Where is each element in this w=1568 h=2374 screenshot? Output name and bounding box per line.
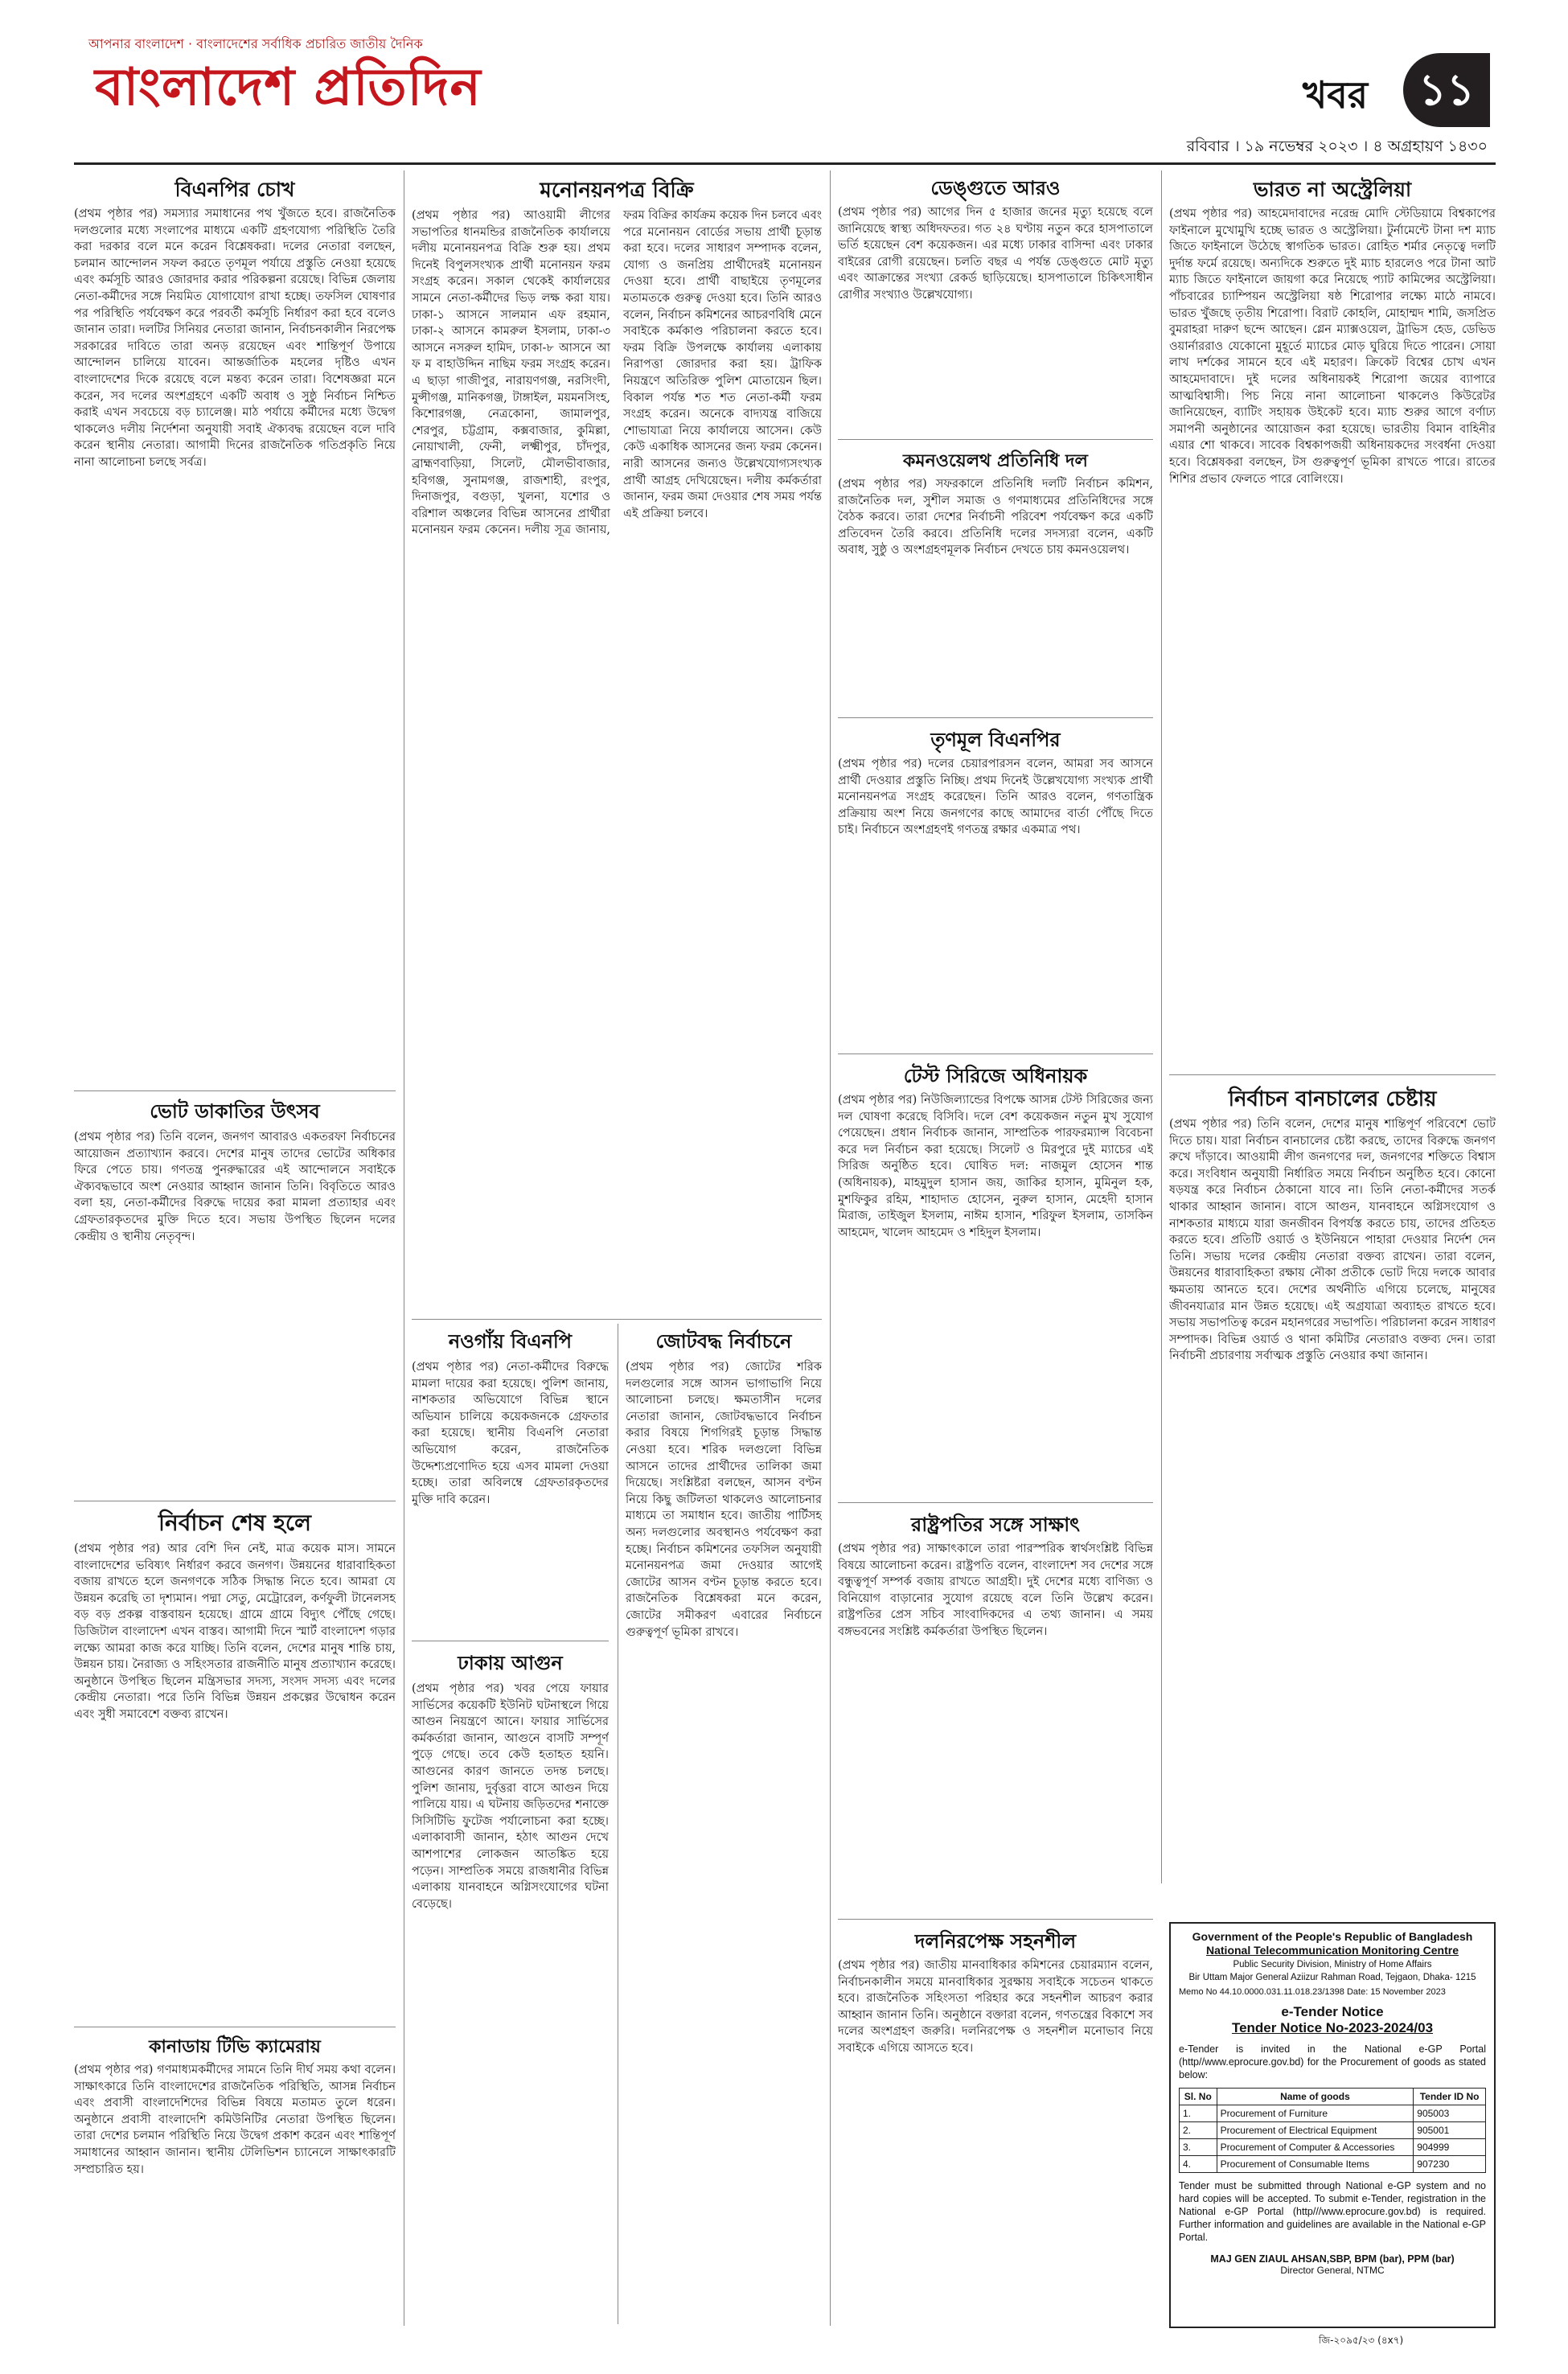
article-body: (প্রথম পৃষ্ঠার পর) সমস্যার সমাধানের পথ খুঁজতে হবে। রাজনৈতিক দলগুলোর মধ্যে সংলাপের মাধ্যমে একটি গ্রহণযোগ্য পরিস্থিতি তৈরি করা দরকার বলে মনে করেন বিশ্লেষকরা। দলের নেতারা বলছেন, চলমান আন্দোলন সফল করতে তৃণমূল পর্যায়ে প্রস্তুতি নেওয়া হয়েছে এবং কর্মসূচি আরও জোরদার করার পরিকল্পনা রয়েছে। বিভিন্ন জেলায় নেতা-কর্মীদের সঙ্গে নিয়মিত যোগাযোগ রাখা হচ্ছে। তফসিল ঘোষণার পর পরিস্থিতি পর্যবেক্ষণ করে পরবর্তী কর্মসূচি নির্ধারণ করা হবে বলেও জানান তারা। দলটির সিনিয়র নেতারা জানান, নির্বাচনকালীন নিরপেক্ষ সরকারের দাবিতে তারা অনড় রয়েছেন এবং শান্তিপূর্ণ উপায়ে আন্দোলন চালিয়ে যাবেন। আন্তর্জাতিক মহলের দৃষ্টিও এখন বাংলাদেশের দিকে রয়েছে বলে মন্তব্য করেন তারা। বিশেষজ্ঞরা মনে করেন, সব দলের অংশগ্রহণে একটি অবাধ ও সুষ্ঠু নির্বাচন নিশ্চিত করাই এখন সবচেয়ে বড় চ্যালেঞ্জ। মাঠ পর্যায়ে কর্মীদের মধ্যে উদ্বেগ থাকলেও দলীয় নির্দেশনা অনুযায়ী সবাই ঐক্যবদ্ধ রয়েছেন বলে দাবি করেন স্থানীয় নেতারা। আগামী দিনের রাজনৈতিক গতিপ্রকৃতি নিয়ে নানা আলোচনা চলছে সর্বত্র।	[74, 207, 396, 469]
table-row	[1180, 2156, 1486, 2173]
headline-nirbachon-bancha: নির্বাচন বানচালের চেষ্টায়	[1228, 1087, 1437, 1111]
cell-goods: Procurement of Consumable Items	[1217, 2156, 1414, 2173]
cell-sl: 4.	[1180, 2156, 1217, 2173]
cell-goods: Procurement of Furniture	[1217, 2105, 1414, 2122]
tender-org-line2	[1179, 1944, 1486, 1957]
article-dhakay-agun	[412, 1681, 609, 2324]
dateline: রবিবার । ১৯ নভেম্বর ২০২৩ । ৪ অগ্রহায়ণ ১৪৩০	[1186, 138, 1488, 155]
headline-vote-dakati: ভোট ডাকাতির উৎসব	[150, 1100, 320, 1123]
cell-id: 905001	[1414, 2122, 1486, 2139]
headline-dengue: ডেঙ্গুতে আরও	[930, 177, 1061, 199]
headline-commonwealth: কমনওয়েলথ প্রতিনিধি দল	[903, 451, 1088, 471]
table-row	[1180, 2139, 1486, 2156]
tender-table-header	[1180, 2089, 1486, 2105]
cell-id: 905003	[1414, 2105, 1486, 2122]
page-number-badge: ১১	[1403, 53, 1490, 127]
article-body: (প্রথম পৃষ্ঠার পর) দলের চেয়ারপারসন বলেন, আমরা সব আসনে প্রার্থী দেওয়ার প্রস্তুতি নিচ্ছি। প্রথম দিনেই উল্লেখযোগ্য সংখ্যক প্রার্থী মনোনয়নপত্র সংগ্রহ করেছেন। তিনি আরও বলেন, গণতান্ত্রিক প্রক্রিয়ায় অংশ নিয়ে জনগণের কাছে আমাদের বার্তা পৌঁছে দিতে চাই। নির্বাচনে অংশগ্রহণই গণতন্ত্র রক্ষার একমাত্র পথ।	[838, 758, 1153, 837]
article-body: (প্রথম পৃষ্ঠার পর) সাক্ষাৎকালে তারা পারস্পরিক স্বার্থসংশ্লিষ্ট বিভিন্ন বিষয়ে আলোচনা করেন। রাষ্ট্রপতি বলেন, বাংলাদেশ সব দেশের সঙ্গে বন্ধুত্বপূর্ণ সম্পর্ক বজায় রাখতে আগ্রহী। দুই দেশের মধ্যে বাণিজ্য ও বিনিয়োগ বাড়ানোর সুযোগ রয়েছে বলে তিনি উল্লেখ করেন। রাষ্ট্রপতির প্রেস সচিব সাংবাদিকদের এ তথ্য জানান। এ সময় বঙ্গভবনের সংশ্লিষ্ট কর্মকর্তারা উপস্থিত ছিলেন।	[838, 1542, 1153, 1638]
col-header-goods: Name of goods	[1217, 2089, 1414, 2105]
article-body: (প্রথম পৃষ্ঠার পর) আহমেদাবাদের নরেন্দ্র মোদি স্টেডিয়ামে বিশ্বকাপের ফাইনালে মুখোমুখি হচ্ছে ভারত ও অস্ট্রেলিয়া। টুর্নামেন্টে টানা দশ ম্যাচ জিতে ফাইনালে উঠেছে স্বাগতিক ভারত। রোহিত শর্মার নেতৃত্বে দলটি দুর্দান্ত ফর্মে রয়েছে। অন্যদিকে শুরুতে দুই ম্যাচ হারলেও পরে টানা আট ম্যাচ জিতে ফাইনালে জায়গা করে নিয়েছে প্যাট কামিন্সের অস্ট্রেলিয়া। পাঁচবারের চ্যাম্পিয়ন অস্ট্রেলিয়া ষষ্ঠ শিরোপার লক্ষ্যে মাঠে নামবে। ভারত খুঁজছে তৃতীয় শিরোপা। বিরাট কোহলি, মোহাম্মদ শামি, জসপ্রিত বুমরাহরা দারুণ ছন্দে আছেন। গ্লেন ম্যাক্সওয়েল, ট্রাভিস হেড, ডেভিড ওয়ার্নাররাও যেকোনো মুহূর্তে ম্যাচের মোড় ঘুরিয়ে দিতে পারেন। সোয়া লাখ দর্শকের সামনে হবে এই মহারণ। ক্রিকেট বিশ্বের চোখ এখন আহমেদাবাদে। দুই দলের অধিনায়কই শিরোপা জয়ের ব্যাপারে আত্মবিশ্বাসী। পিচ নিয়ে নানা আলোচনা থাকলেও কিউরেটর জানিয়েছেন, ব্যাটিং সহায়ক উইকেট হবে। ম্যাচ শুরুর আগে বর্ণাঢ্য সমাপনী অনুষ্ঠানের আয়োজন করা হয়েছে। ভারতীয় বিমান বাহিনীর এয়ার শো থাকবে। সাবেক বিশ্বকাপজয়ী অধিনায়কদের সংবর্ধনা দেওয়া হবে। বিশ্লেষকরা বলছেন, টস গুরুত্বপূর্ণ ভূমিকা রাখতে পারে। রাতের শিশির প্রভাব ফেলতে পারে বোলিংয়ে।	[1169, 207, 1496, 486]
article-divider	[1169, 1074, 1496, 1075]
tender-org-line2-text: National Telecommunication Monitoring Centre	[1206, 1944, 1459, 1957]
tender-org-line1: Government of the People's Republic of Bangladesh	[1192, 1930, 1473, 1943]
article-body: (প্রথম পৃষ্ঠার পর) নিউজিল্যান্ডের বিপক্ষে আসন্ন টেস্ট সিরিজের জন্য দল ঘোষণা করেছে বিসিবি। দলে বেশ কয়েকজন নতুন মুখ সুযোগ পেয়েছেন। প্রধান নির্বাচক জানান, সাম্প্রতিক পারফরম্যান্স বিবেচনা করে দল নির্বাচন করা হয়েছে। সিলেট ও মিরপুরে দুই ম্যাচের এই সিরিজ অনুষ্ঠিত হবে। ঘোষিত দল: নাজমুল হোসেন শান্ত (অধিনায়ক), মাহমুদুল হাসান জয়, জাকির হাসান, মুমিনুল হক, মুশফিকুর রহিম, শাহাদাত হোসেন, নুরুল হাসান, মেহেদী হাসান মিরাজ, তাইজুল ইসলাম, নাঈম হাসান, শরিফুল ইসলাম, তাসকিন আহমেদ, খালেদ আহমেদ ও শহিদুল ইসলাম।	[838, 1094, 1153, 1239]
headline-monoyon: মনোনয়নপত্র বিক্রি	[540, 179, 694, 203]
tender-org-line3: Public Security Division, Ministry of Home Affairs	[1233, 1960, 1432, 1969]
tender-title: e-Tender Notice	[1281, 2004, 1384, 2019]
tender-designation: Director General, NTMC	[1280, 2265, 1385, 2276]
headline-canadai-tv: কানাডায় টিভি ক্যামেরায়	[149, 2037, 321, 2057]
masthead-tagline: আপনার বাংলাদেশ · বাংলাদেশের সর্বাধিক প্রচারিত জাতীয় দৈনিক	[88, 36, 423, 51]
ad-footer-code: জি-২০৯৫/২৩ (৪x৭)	[1319, 2335, 1404, 2346]
article-divider	[412, 1319, 822, 1320]
column-divider	[1161, 170, 1162, 1883]
col-header-id: Tender ID No	[1414, 2089, 1486, 2105]
newspaper-logo: বাংলাদেশ প্রতিদিন	[95, 58, 482, 117]
headline-bharat-australia: ভারত না অস্ট্রেলিয়া	[1253, 178, 1412, 201]
article-divider	[74, 1090, 396, 1091]
article-bharat-australia	[1169, 206, 1496, 1066]
headline-dhakay-agun: ঢাকায় আগুন	[458, 1652, 563, 1674]
article-divider	[838, 1919, 1153, 1920]
article-body: (প্রথম পৃষ্ঠার পর) আর বেশি দিন নেই, মাত্র কয়েক মাস। সামনে বাংলাদেশের ভবিষ্যৎ নির্ধারণ করবে জনগণ। উন্নয়নের ধারাবাহিকতা বজায় রাখতে হলে জনগণকে সঠিক সিদ্ধান্ত নিতে হবে। আমরা যে উন্নয়ন করেছি তা দৃশ্যমান। পদ্মা সেতু, মেট্রোরেল, কর্ণফুলী টানেলসহ বড় বড় প্রকল্প বাস্তবায়ন হয়েছে। গ্রামে গ্রামে বিদ্যুৎ পৌঁছে গেছে। ডিজিটাল বাংলাদেশ এখন বাস্তব। আগামী দিনে স্মার্ট বাংলাদেশ গড়ার লক্ষ্যে আমরা কাজ করে যাচ্ছি। তিনি বলেন, দেশের মানুষ শান্তি চায়, উন্নয়ন চায়। নৈরাজ্য ও সহিংসতার রাজনীতি মানুষ প্রত্যাখ্যান করেছে। অনুষ্ঠানে উপস্থিত ছিলেন মন্ত্রিসভার সদস্য, সংসদ সদস্য এবং দলের কেন্দ্রীয় নেতারা। পরে তিনি বিভিন্ন উন্নয়ন প্রকল্পের উদ্বোধন করেন এবং সুধী সমাবেশে বক্তব্য রাখেন।	[74, 1542, 396, 1721]
cell-goods: Procurement of Computer & Accessories	[1217, 2139, 1414, 2156]
cell-goods: Procurement of Electrical Equipment	[1217, 2122, 1414, 2139]
tender-intro: e-Tender is invited in the National e-GP Portal (http//www.eprocure.gov.bd) for the Procurement of goods as stated below:	[1179, 2043, 1486, 2080]
tender-address: Bir Uttam Major General Aziizur Rahman Road, Tejgaon, Dhaka- 1215	[1188, 1973, 1476, 1982]
headline-naogaon: নওগাঁয় বিএনপি	[448, 1330, 573, 1353]
article-test-series	[838, 1092, 1153, 1494]
headline-bnp-chokh: বিএনপির চোখ	[174, 178, 295, 201]
article-body: (প্রথম পৃষ্ঠার পর) খবর পেয়ে ফায়ার সার্ভিসের কয়েকটি ইউনিট ঘটনাস্থলে গিয়ে আগুন নিয়ন্ত্রণে আনে। ফায়ার সার্ভিসের কর্মকর্তারা জানান, আগুনে বাসটি সম্পূর্ণ পুড়ে গেছে। তবে কেউ হতাহত হয়নি। আগুনের কারণ জানতে তদন্ত চলছে। পুলিশ জানায়, দুর্বৃত্তরা বাসে আগুন দিয়ে পালিয়ে যায়। এ ঘটনায় জড়িতদের শনাক্তে সিসিটিভি ফুটেজ পর্যালোচনা করা হচ্ছে। এলাকাবাসী জানান, হঠাৎ আগুন দেখে আশপাশের লোকজন আতঙ্কিত হয়ে পড়েন। সাম্প্রতিক সময়ে রাজধানীর বিভিন্ন এলাকায় যানবাহনে অগ্নিসংযোগের ঘটনা বেড়েছে।	[412, 1682, 609, 1911]
table-row	[1180, 2122, 1486, 2139]
column-divider	[830, 170, 831, 2326]
article-commonwealth	[838, 476, 1153, 709]
headline-nirbachon-shesh: নির্বাচন শেষ হলে	[158, 1509, 311, 1536]
article-naogaon	[412, 1359, 609, 1633]
article-body: (প্রথম পৃষ্ঠার পর) সফরকালে প্রতিনিধি দলটি নির্বাচন কমিশন, রাজনৈতিক দল, সুশীল সমাজ ও গণমাধ্যমের প্রতিনিধিদের সঙ্গে বৈঠক করবে। তারা দেশের নির্বাচনী পরিবেশ পর্যবেক্ষণ করে একটি প্রতিবেদন তৈরি করবে। প্রতিনিধি দলের সদস্যরা বলেন, একটি অবাধ, সুষ্ঠু ও অংশগ্রহণমূলক নির্বাচন দেখতে চায় কমনওয়েলথ।	[838, 478, 1153, 557]
article-divider	[838, 439, 1153, 440]
section-label: খবর	[1303, 73, 1369, 117]
article-divider	[838, 1502, 1153, 1503]
article-body: (প্রথম পৃষ্ঠার পর) আগের দিন ৫ হাজার জনের মৃত্যু হয়েছে বলে জানিয়েছে স্বাস্থ্য অধিদফতর। গত ২৪ ঘণ্টায় নতুন করে হাসপাতালে ভর্তি হয়েছেন বেশ কয়েকজন। এর মধ্যে ঢাকার বাসিন্দা এবং ঢাকার বাইরের রোগী রয়েছেন। চলতি বছর এ পর্যন্ত ডেঙ্গুতে মোট মৃত্যু এবং আক্রান্তের সংখ্যা রেকর্ড ছাড়িয়েছে। হাসপাতালে চিকিৎসাধীন রোগীর সংখ্যাও উল্লেখযোগ্য।	[838, 206, 1153, 302]
article-dengue	[838, 204, 1153, 434]
article-body: (প্রথম পৃষ্ঠার পর) আওয়ামী লীগের সভাপতির ধানমন্ডির রাজনৈতিক কার্যালয়ে দলীয় মনোনয়নপত্র বিক্রি শুরু হয়। প্রথম দিনেই বিপুলসংখ্যক প্রার্থী মনোনয়ন ফরম সংগ্রহ করেন। সকাল থেকেই কার্যালয়ের সামনে নেতা-কর্মীদের ভিড় লক্ষ করা যায়। ঢাকা-১ আসনে সালমান এফ রহমান, ঢাকা-২ আসনে কামরুল ইসলাম, ঢাকা-৩ আসনে নসরুল হামিদ, ঢাকা-৮ আসনে আ ফ ম বাহাউদ্দিন নাছিম ফরম সংগ্রহ করেন। এ ছাড়া গাজীপুর, নারায়ণগঞ্জ, নরসিংদী, মুন্সীগঞ্জ, মানিকগঞ্জ, টাঙ্গাইল, ময়মনসিংহ, কিশোরগঞ্জ, নেত্রকোনা, জামালপুর, শেরপুর, চট্টগ্রাম, কক্সবাজার, কুমিল্লা, নোয়াখালী, ফেনী, লক্ষ্মীপুর, চাঁদপুর, ব্রাহ্মণবাড়িয়া, সিলেট, মৌলভীবাজার, হবিগঞ্জ, সুনামগঞ্জ, রাজশাহী, রংপুর, দিনাজপুর, বগুড়া, খুলনা, যশোর ও বরিশাল অঞ্চলের বিভিন্ন আসনের প্রার্থীরা মনোনয়ন ফরম কেনেন। দলীয় সূত্র জানায়, ফরম বিক্রির কার্যক্রম কয়েক দিন চলবে এবং পরে মনোনয়ন বোর্ডের সভায় প্রার্থী চূড়ান্ত করা হবে। দলের সাধারণ সম্পাদক বলেন, যোগ্য ও জনপ্রিয় প্রার্থীদেরই মনোনয়ন দেওয়া হবে। প্রার্থী বাছাইয়ে তৃণমূলের মতামতকে গুরুত্ব দেওয়া হবে। তিনি আরও বলেন, নির্বাচন কমিশনের আচরণবিধি মেনে সবাইকে কর্মকাণ্ড পরিচালনা করতে হবে। ফরম বিক্রি উপলক্ষে কার্যালয় এলাকায় নিরাপত্তা জোরদার করা হয়। ট্রাফিক নিয়ন্ত্রণে অতিরিক্ত পুলিশ মোতায়েন ছিল। বিকাল পর্যন্ত শত শত নেতা-কর্মী ফরম সংগ্রহ করেন। অনেকে বাদ্যযন্ত্র বাজিয়ে শোভাযাত্রা নিয়ে কার্যালয়ে আসেন। কেউ কেউ একাধিক আসনের জন্য ফরম কেনেন। নারী আসনের জন্যও উল্লেখযোগ্যসংখ্যক প্রার্থী আগ্রহ দেখিয়েছেন। দলীয় কর্মকর্তারা জানান, ফরম জমা দেওয়ার শেষ সময় পর্যন্ত এই প্রক্রিয়া চলবে।	[412, 209, 822, 537]
tender-notice-number: Tender Notice No-2023-2024/03	[1231, 2020, 1434, 2035]
cell-id: 904999	[1414, 2139, 1486, 2156]
article-canadai-tv	[74, 2062, 396, 2324]
article-trinamul	[838, 756, 1153, 1045]
masthead-rule	[74, 162, 1496, 165]
article-body: (প্রথম পৃষ্ঠার পর) জাতীয় মানবাধিকার কমিশনের চেয়ারম্যান বলেন, নির্বাচনকালীন সময়ে মানবাধিকার সুরক্ষায় সবাইকে সচেতন থাকতে হবে। রাজনৈতিক সহিংসতা পরিহার করে সহনশীল আচরণ করার আহ্বান জানান তিনি। অনুষ্ঠানে বক্তারা বলেন, গণতন্ত্রের বিকাশে সব দলের অংশগ্রহণ জরুরি। দলনিরপেক্ষ ও সহনশীল মনোভাব নিয়ে সবাইকে এগিয়ে আসতে হবে।	[838, 1959, 1153, 2055]
article-body: (প্রথম পৃষ্ঠার পর) নেতা-কর্মীদের বিরুদ্ধে মামলা দায়ের করা হয়েছে। পুলিশ জানায়, নাশকতার অভিযোগে বিভিন্ন স্থানে অভিযান চালিয়ে কয়েকজনকে গ্রেফতার করা হয়েছে। স্থানীয় বিএনপি নেতারা অভিযোগ করেন, রাজনৈতিক উদ্দেশ্যপ্রণোদিত হয়ে এসব মামলা দেওয়া হচ্ছে। তারা অবিলম্বে গ্রেফতারকৃতদের মুক্তি দাবি করেন।	[412, 1361, 609, 1506]
article-monoyon	[412, 207, 822, 1309]
headline-trinamul: তৃণমূল বিএনপির	[930, 729, 1061, 751]
article-nirbachon-shesh	[74, 1541, 396, 2020]
cell-sl: 3.	[1180, 2139, 1217, 2156]
article-vote-dakati	[74, 1129, 396, 1496]
headline-jotebaddho: জোটবদ্ধ নির্বাচনে	[655, 1330, 792, 1353]
tender-table	[1179, 2088, 1486, 2173]
tender-memo: Memo No 44.10.0000.031.11.018.23/1398 Date: 15 November 2023	[1179, 1987, 1446, 1997]
article-jotebaddho	[626, 1359, 822, 2324]
headline-dalnirpekkho: দলনিরপেক্ষ সহনশীল	[914, 1930, 1077, 1953]
article-rashtrapati	[838, 1541, 1153, 1911]
cell-sl: 2.	[1180, 2122, 1217, 2139]
headline-rashtrapati: রাষ্ট্রপতির সঙ্গে সাক্ষাৎ	[911, 1514, 1080, 1536]
table-row	[1180, 2105, 1486, 2122]
tender-notice	[1169, 1922, 1496, 2328]
tender-instructions: Tender must be submitted through National e-GP system and no hard copies will be accepted. To submit e-Tender, registration in the National e-GP Portal (http///www.eprocure.gov.bd) is required. Further information and guidelines are available in the National e-GP Portal.	[1179, 2180, 1486, 2243]
article-body: (প্রথম পৃষ্ঠার পর) তিনি বলেন, জনগণ আবারও একতরফা নির্বাচনের আয়োজন প্রত্যাখ্যান করবে। দেশের মানুষ তাদের ভোটের অধিকার ফিরে পেতে চায়। গণতন্ত্র পুনরুদ্ধারের এই আন্দোলনে সবাইকে ঐক্যবদ্ধভাবে অংশ নেওয়ার আহ্বান জানান তিনি। বিবৃতিতে আরও বলা হয়, নেতা-কর্মীদের বিরুদ্ধে দায়ের করা মামলা প্রত্যাহার এবং গ্রেফতারকৃতদের মুক্তি দিতে হবে। সভায় উপস্থিত ছিলেন দলের কেন্দ্রীয় ও স্থানীয় নেতৃবৃন্দ।	[74, 1131, 396, 1243]
article-bnp-chokh	[74, 206, 396, 1086]
article-body: (প্রথম পৃষ্ঠার পর) গণমাধ্যমকর্মীদের সামনে তিনি দীর্ঘ সময় কথা বলেন। সাক্ষাৎকারে তিনি বাংলাদেশের রাজনৈতিক পরিস্থিতি, আসন্ন নির্বাচন এবং প্রবাসী বাংলাদেশিদের বিভিন্ন বিষয়ে মতামত তুলে ধরেন। অনুষ্ঠানে প্রবাসী বাংলাদেশি কমিউনিটির নেতারা উপস্থিত ছিলেন। তারা দেশের চলমান পরিস্থিতি নিয়ে উদ্বেগ প্রকাশ করেন এবং শান্তিপূর্ণ সমাধানের আহ্বান জানান। স্থানীয় টেলিভিশন চ্যানেলে সাক্ষাৎকারটি সম্প্রচারিত হয়।	[74, 2064, 396, 2176]
article-divider	[838, 717, 1153, 718]
headline-test-series: টেস্ট সিরিজে অধিনায়ক	[903, 1065, 1088, 1087]
article-body: (প্রথম পৃষ্ঠার পর) তিনি বলেন, দেশের মানুষ শান্তিপূর্ণ পরিবেশে ভোট দিতে চায়। যারা নির্বাচন বানচালের চেষ্টা করছে, তাদের বিরুদ্ধে জনগণ রুখে দাঁড়াবে। আওয়ামী লীগ জনগণের দল, জনগণের শক্তিতে বিশ্বাস করে। সংবিধান অনুযায়ী নির্ধারিত সময়ে নির্বাচন অনুষ্ঠিত হবে। কোনো ষড়যন্ত্র করে নির্বাচন ঠেকানো যাবে না। তিনি নেতা-কর্মীদের সতর্ক থাকার আহ্বান জানান। বাসে আগুন, যানবাহনে অগ্নিসংযোগ ও নাশকতার মাধ্যমে যারা জনজীবন বিপর্যস্ত করতে চায়, তাদের প্রতিহত করতে হবে। প্রতিটি ওয়ার্ড ও ইউনিয়নে পাহারা দেওয়ার নির্দেশ দেন তিনি। সভায় দলের কেন্দ্রীয় নেতারা বক্তব্য রাখেন। তারা বলেন, উন্নয়নের ধারাবাহিকতা রক্ষায় নৌকা প্রতীকে ভোট দিয়ে দলকে আবার ক্ষমতায় আনতে হবে। দেশের অর্থনীতি এগিয়ে চলেছে, মানুষের জীবনযাত্রার মান উন্নত হয়েছে। এই অগ্রযাত্রা অব্যাহত রাখতে হবে। সভায় সভাপতিত্ব করেন মহানগরের সভাপতি। পরিচালনা করেন সাধারণ সম্পাদক। বিভিন্ন ওয়ার্ড ও থানা কমিটির নেতারাও বক্তব্য দেন। তারা নির্বাচনী প্রচারণায় সর্বাত্মক প্রস্তুতি নেওয়ার কথা জানান।	[1169, 1118, 1496, 1363]
article-body: (প্রথম পৃষ্ঠার পর) জোটের শরিক দলগুলোর সঙ্গে আসন ভাগাভাগি নিয়ে আলোচনা চলছে। ক্ষমতাসীন দলের নেতারা জানান, জোটবদ্ধভাবে নির্বাচন করার বিষয়ে শিগগিরই চূড়ান্ত সিদ্ধান্ত নেওয়া হবে। শরিক দলগুলো বিভিন্ন আসনে তাদের প্রার্থীদের তালিকা জমা দিয়েছে। সংশ্লিষ্টরা বলছেন, আসন বণ্টন নিয়ে কিছু জটিলতা থাকলেও আলোচনার মাধ্যমে তা সমাধান হবে। জাতীয় পার্টিসহ অন্য দলগুলোর অবস্থানও পর্যবেক্ষণ করা হচ্ছে। নির্বাচন কমিশনের তফসিল অনুযায়ী মনোনয়নপত্র জমা দেওয়ার আগেই জোটের আসন বণ্টন চূড়ান্ত করতে হবে। রাজনৈতিক বিশ্লেষকরা মনে করেন, জোটের সমীকরণ এবারের নির্বাচনে গুরুত্বপূর্ণ ভূমিকা রাখবে।	[626, 1361, 822, 1639]
article-dalnirpekkho	[838, 1957, 1153, 2324]
tender-signatory: MAJ GEN ZIAUL AHSAN,SBP, BPM (bar), PPM (bar)	[1210, 2253, 1455, 2265]
cell-sl: 1.	[1180, 2105, 1217, 2122]
cell-id: 907230	[1414, 2156, 1486, 2173]
article-nirbachon-bancha	[1169, 1116, 1496, 1912]
col-header-sl: Sl. No	[1180, 2089, 1217, 2105]
